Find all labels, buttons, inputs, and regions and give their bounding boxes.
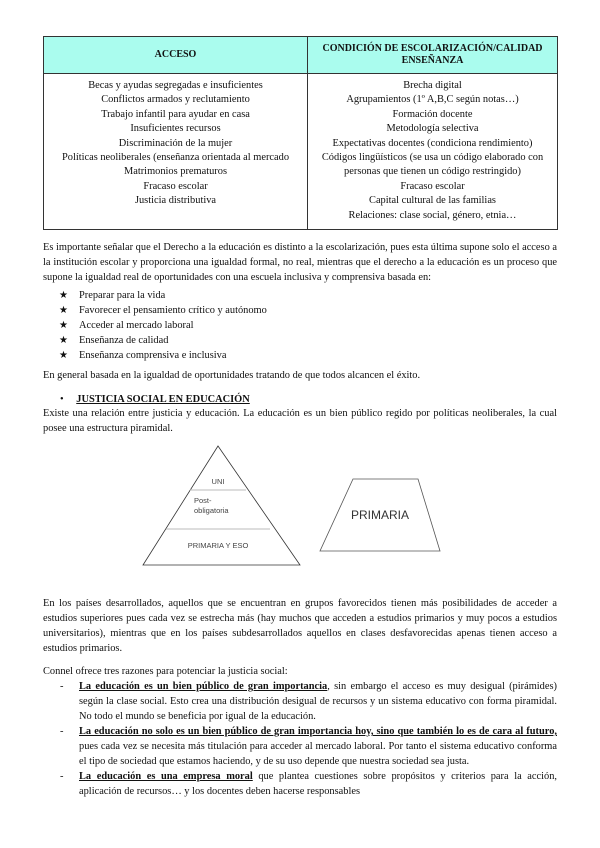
dash-icon: - — [60, 726, 64, 737]
list-item: Expectativas docentes (condiciona rendimiento) — [332, 137, 533, 149]
star-icon: ★ — [59, 290, 68, 301]
star-icon: ★ — [59, 350, 68, 361]
list-item: Fracaso escolar — [143, 180, 208, 192]
paragraph: Connel ofrece tres razones para potenciar la justicia social: — [43, 666, 288, 677]
dash-icon: - — [60, 681, 64, 692]
list-item: Matrimonios prematuros — [123, 166, 228, 178]
trapezoid-label: PRIMARIA — [350, 508, 409, 522]
list-item: Brecha digital — [403, 80, 462, 91]
list-item: Insuficientes recursos — [130, 123, 221, 135]
bullet-icon: • — [60, 394, 64, 405]
list-item: ★ Enseñanza comprensiva e inclusiva — [59, 350, 227, 361]
list-item: - La educación es un bien público de gran importancia, sin embargo el acceso es muy desigual (pirámides) según la clase social. Esto crea una distribución desigual de recursos y un sistema educativo con forma piramidal. No todo el mundo se beneficia por igual de la educación. — [60, 681, 557, 722]
list-item: Becas y ayudas segregadas e insuficientes — [88, 80, 263, 91]
list-item: Discriminación de la mujer — [118, 137, 233, 149]
pyramid-label-primaria-eso: PRIMARIA Y ESO — [187, 541, 249, 550]
list-item: - La educación es una empresa moral que plantea cuestiones sobre propósitos y criterios para la acción, aplicación de recursos… y los docentes deben hacerse responsables — [60, 771, 557, 797]
list-item: Formación docente — [392, 108, 473, 120]
list-item: ★ Favorecer el pensamiento crítico y autónomo — [59, 305, 267, 316]
list-item: Relaciones: clase social, género, etnia… — [348, 209, 517, 221]
list-item: Capital cultural de las familias — [369, 195, 496, 207]
paragraph: En los países desarrollados, aquellos que se encuentran en grupos favorecidos tienen más posibilidades de acceder a estudios superiores pues cada vez se estrecha más (hay muchos que acceden a estudios primarios y muy pocos a estudios universitarios), mientras que en los países subdesarrollados aquellos en clases desfavorecidas apenas tienen acceso a estudios primarios. — [43, 598, 557, 654]
star-icon: ★ — [59, 305, 68, 316]
header-acceso: ACCESO — [44, 37, 308, 74]
star-icon: ★ — [59, 320, 68, 331]
paragraph: Existe una relación entre justicia y educación. La educación es un bien público regido por políticas neoliberales, la cual posee una estructura piramidal. — [43, 408, 557, 434]
list-item: ★ Acceder al mercado laboral — [59, 320, 194, 331]
list-item: - La educación no solo es un bien público de gran importancia hoy, sino que también lo es de cara al futuro, pues cada vez se necesita más titulación para acceder al mercado laboral. Por tanto el sistema educativo conforma el tipo de sociedad que estamos haciendo, y de su uso depende que nuestra sociedad sea justa. — [60, 726, 557, 767]
reasons-list — [43, 679, 557, 799]
list-item: Políticas neoliberales (enseñanza orientada al mercado — [61, 152, 290, 164]
pyramid-label-post: Post- obligatoria — [194, 496, 229, 515]
list-item: Trabajo infantil para ayudar en casa — [101, 108, 250, 120]
paragraph: En general basada en la igualdad de oportunidades tratando de que todos alcancen el éxito. — [43, 370, 421, 381]
list-item: Justicia distributiva — [134, 195, 217, 207]
list-item: Agrupamientos (1º A,B,C según notas…) — [346, 94, 519, 106]
section-heading: • JUSTICIA SOCIAL EN EDUCACIÓN — [60, 394, 250, 405]
list-item: ★ Preparar para la vida — [59, 290, 166, 301]
dash-icon: - — [60, 771, 64, 782]
paragraph: Es importante señalar que el Derecho a la educación es distinto a la escolarización, pues esta última supone solo el acceso a la institución escolar y proporciona una igualdad formal, no real, mientras que el derecho a la educación es un proceso que supone la igualdad real de oportunidades con una escuela inclusiva y comprensiva basada en: — [43, 242, 557, 283]
pyramid-label-uni: UNI — [211, 477, 225, 486]
list-item: Fracaso escolar — [400, 180, 465, 192]
header-condicion: CONDICIÓN DE ESCOLARIZACIÓN/CALIDAD ENSEÑANZA — [308, 37, 558, 74]
list-item: ★ Enseñanza de calidad — [59, 335, 169, 346]
star-icon: ★ — [59, 335, 68, 346]
list-item: Metodología selectiva — [386, 123, 479, 135]
list-item: Códigos lingüísticos (se usa un código elaborado con — [321, 152, 544, 164]
list-item: Conflictos armados y reclutamiento — [101, 94, 250, 106]
list-item: personas que tienen un código restringido) — [344, 166, 521, 178]
